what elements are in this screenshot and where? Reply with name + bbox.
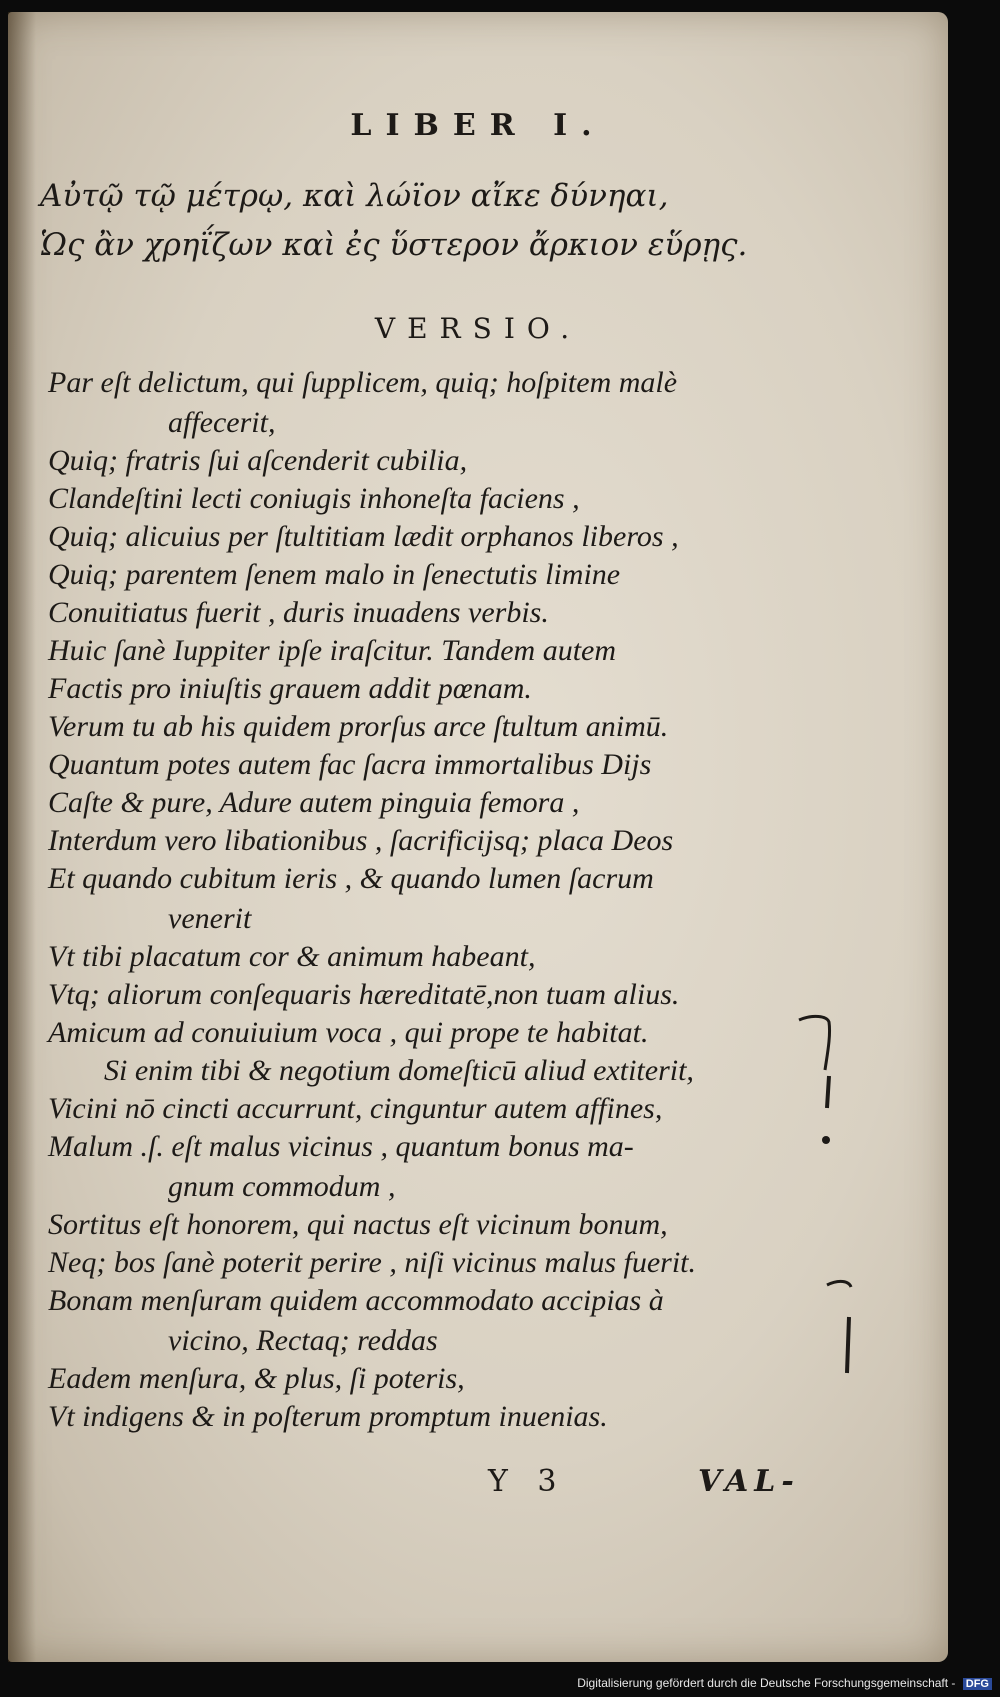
verse-line: Quiq; parentem ſenem malo in ſenectutis limine bbox=[48, 558, 621, 591]
footer-text: Digitalisierung gefördert durch die Deutsche Forschungsgemeinschaft - bbox=[577, 1676, 956, 1690]
verse-line: Vt tibi placatum cor & animum habeant, bbox=[48, 940, 536, 973]
verse-line: Et quando cubitum ieris , & quando lumen ſacrum bbox=[48, 862, 654, 895]
handwritten-bracket-mark bbox=[793, 1012, 853, 1152]
running-head: LIBER I. bbox=[350, 108, 606, 143]
verse-line: gnum commodum , bbox=[168, 1170, 396, 1203]
verse-line: Eadem menſura, & plus, ſi poteris, bbox=[48, 1362, 465, 1395]
handwritten-bracket-mark bbox=[823, 1277, 873, 1387]
verse-line: Conuitiatus fuerit , duris inuadens verbis. bbox=[48, 596, 549, 629]
greek-line-2: Ὡς ἂν χρηΐζων καὶ ἐς ὕστερον ἄρκιον εὕρῃς. bbox=[40, 227, 748, 263]
verse-line: affecerit, bbox=[168, 406, 276, 439]
verse-line: Verum tu ab his quidem prorſus arce ſtultum animū. bbox=[48, 710, 669, 743]
book-page bbox=[8, 12, 948, 1662]
verse-line: Factis pro iniuſtis grauem addit pœnam. bbox=[48, 672, 532, 705]
verse-line: Quiq; fratris ſui aſcenderit cubilia, bbox=[48, 444, 468, 477]
digitization-footer bbox=[0, 1676, 992, 1690]
dfg-logo: DFG bbox=[963, 1678, 992, 1690]
verse-line: Quiq; alicuius per ſtultitiam lædit orphanos liberos , bbox=[48, 520, 679, 553]
verse-line: vicino, Rectaq; reddas bbox=[168, 1324, 438, 1357]
verse-line: Clandeſtini lecti coniugis inhoneſta faciens , bbox=[48, 482, 580, 515]
catchword: VAL- bbox=[698, 1464, 800, 1499]
page-gutter-shadow bbox=[8, 12, 36, 1662]
verse-line: Sortitus eſt honorem, qui nactus eſt vicinum bonum, bbox=[48, 1208, 668, 1241]
verse-line: Bonam menſuram quidem accommodato accipias à bbox=[48, 1284, 664, 1317]
greek-line-1: Αὐτῷ τῷ μέτρῳ, καὶ λώϊον αἴκε δύνηαι, bbox=[40, 178, 669, 214]
verse-line: Neq; bos ſanè poterit perire , niſi vicinus malus fuerit. bbox=[48, 1246, 696, 1279]
verse-line: Quantum potes autem fac ſacra immortalibus Dijs bbox=[48, 748, 652, 781]
verse-line: Par eſt delictum, qui ſupplicem, quiq; hoſpitem malè bbox=[48, 366, 678, 399]
signature-mark: Y 3 bbox=[488, 1464, 567, 1499]
verse-line: venerit bbox=[168, 902, 252, 935]
verse-line: Vtq; aliorum conſequaris hæreditatē,non tuam alius. bbox=[48, 978, 680, 1011]
verse-line: Vt indigens & in poſterum promptum inuenias. bbox=[48, 1400, 608, 1433]
verse-line: Amicum ad conuiuium voca , qui prope te habitat. bbox=[48, 1016, 649, 1049]
verse-line: Interdum vero libationibus , ſacrificijsq; placa Deos bbox=[48, 824, 674, 857]
verse-line: Si enim tibi & negotium domeſticū aliud extiterit, bbox=[104, 1054, 694, 1087]
verse-line: Vicini nō cincti accurrunt, cinguntur autem affines, bbox=[48, 1092, 663, 1125]
section-title: VERSIO. bbox=[374, 312, 582, 345]
verse-line: Caſte & pure, Adure autem pinguia femora , bbox=[48, 786, 580, 819]
verse-line: Malum .ſ. eſt malus vicinus , quantum bonus ma- bbox=[48, 1130, 634, 1163]
verse-line: Huic ſanè Iuppiter ipſe iraſcitur. Tandem autem bbox=[48, 634, 617, 667]
